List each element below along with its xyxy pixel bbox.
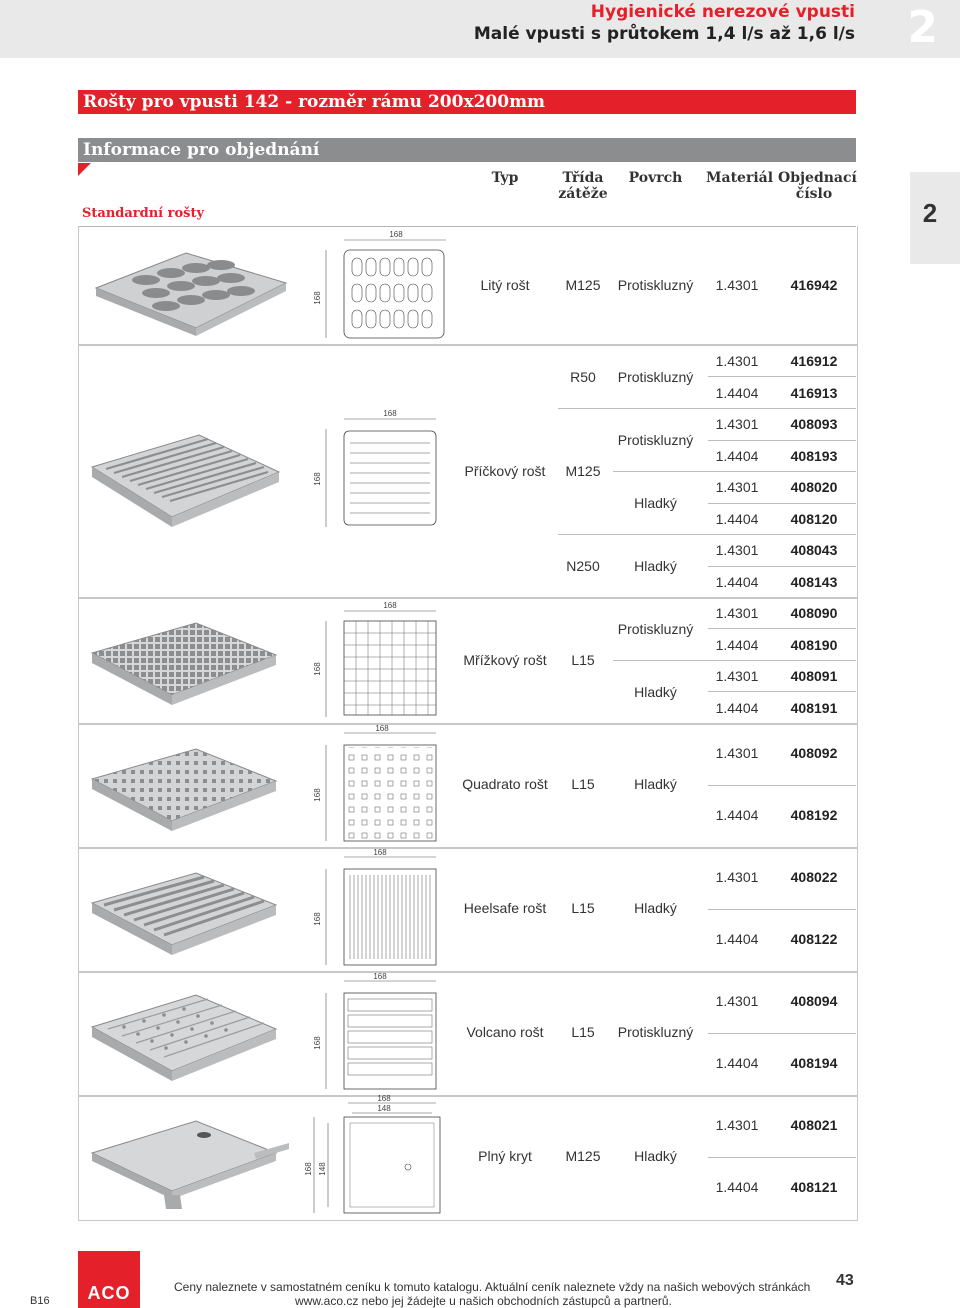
- col-header-povrch: Povrch: [628, 170, 683, 186]
- aco-logo-text: ACO: [87, 1283, 131, 1303]
- quadrato-rost-image: [84, 741, 280, 841]
- corner-triangle-icon: [78, 163, 91, 176]
- cell-povrch: Hladký: [634, 558, 677, 574]
- cell-material: 1.4404: [715, 1055, 759, 1071]
- cell-povrch: Protiskluzný: [617, 621, 694, 637]
- cell-code: 408092: [790, 745, 838, 761]
- cell-code: 416942: [790, 277, 838, 293]
- cell-povrch: Protiskluzný: [617, 432, 694, 448]
- cell-code: 408093: [790, 416, 838, 432]
- cell-material: 1.4301: [715, 668, 759, 684]
- cell-trida: M125: [565, 463, 601, 479]
- cell-code: 408190: [790, 637, 838, 653]
- cell-material: 1.4404: [715, 1179, 759, 1195]
- dim-label: 168: [313, 788, 322, 802]
- col-header-typ: Typ: [491, 170, 519, 186]
- cell-material: 1.4404: [715, 574, 759, 590]
- cell-typ: Plný kryt: [478, 1148, 532, 1164]
- row-lity: [78, 226, 856, 344]
- cell-povrch: Hladký: [634, 1148, 677, 1164]
- cell-code: 408091: [790, 668, 838, 684]
- cell-code: 408043: [790, 542, 838, 558]
- info-bar: Informace pro objednání: [78, 138, 856, 162]
- cell-material: 1.4404: [715, 700, 759, 716]
- cell-typ: Quadrato rošt: [462, 776, 548, 792]
- lity-rost-image: [86, 238, 296, 338]
- cell-material: 1.4301: [715, 1117, 759, 1133]
- plny-kryt-image: [84, 1113, 294, 1217]
- heelsafe-rost-image: [84, 865, 280, 965]
- cell-code: 408021: [790, 1117, 838, 1133]
- cell-trida: L15: [571, 652, 595, 668]
- dim-label: 168: [313, 291, 322, 305]
- cell-code: 416913: [790, 385, 838, 401]
- col-header-trida: Třída zátěže: [558, 170, 608, 202]
- cell-trida: L15: [571, 1024, 595, 1040]
- side-tab-number: 2: [922, 198, 938, 228]
- cell-code: 408121: [790, 1179, 838, 1195]
- cell-typ: Mřížkový rošt: [463, 652, 547, 668]
- cell-material: 1.4404: [715, 931, 759, 947]
- dim-label: 168: [375, 724, 389, 733]
- dim-label: 168: [373, 848, 387, 857]
- cell-code: 408194: [790, 1055, 838, 1071]
- cell-code: 408193: [790, 448, 838, 464]
- side-tab: [910, 172, 960, 264]
- col-header-cislo: Objednací číslo: [778, 170, 857, 202]
- cell-material: 1.4301: [715, 479, 759, 495]
- cell-code: 408143: [790, 574, 838, 590]
- cell-povrch: Hladký: [634, 684, 677, 700]
- row-plny: [78, 1095, 856, 1219]
- section-title: Rošty pro vpusti 142 - rozměr rámu 200x200mm: [78, 90, 856, 114]
- cell-typ: Heelsafe rošt: [463, 900, 547, 916]
- dim-label: 168: [304, 1162, 313, 1176]
- footer-code: B16: [30, 1295, 50, 1307]
- page-number: 43: [836, 1272, 854, 1289]
- cell-typ: Volcano rošt: [466, 1024, 544, 1040]
- standard-label: Standardní rošty: [82, 206, 205, 221]
- cell-povrch: Hladký: [634, 776, 677, 792]
- cell-material: 1.4404: [715, 448, 759, 464]
- cell-code: 408191: [790, 700, 838, 716]
- cell-trida: L15: [571, 776, 595, 792]
- row-volcano: [78, 971, 856, 1095]
- aco-logo: [78, 1251, 140, 1308]
- cell-material: 1.4301: [715, 277, 759, 293]
- cell-trida: R50: [570, 369, 596, 385]
- dim-label: 148: [377, 1104, 391, 1113]
- cell-code: 408192: [790, 807, 838, 823]
- row-heelsafe: [78, 847, 856, 971]
- dim-label: 168: [383, 601, 397, 610]
- cell-material: 1.4301: [715, 416, 759, 432]
- header-title: Hygienické nerezové vpusti: [590, 2, 855, 22]
- footer-text-line1: Ceny naleznete v samostatném ceníku k tomuto katalogu. Aktuální ceník naleznete vždy na našich webových stránkách: [174, 1280, 811, 1294]
- dim-label: 168: [373, 972, 387, 981]
- cell-povrch: Hladký: [634, 900, 677, 916]
- cell-code: 416912: [790, 353, 838, 369]
- header-subtitle: Malé vpusti s průtokem 1,4 l/s až 1,6 l/s: [473, 24, 855, 44]
- dim-label: 168: [313, 472, 322, 486]
- cell-povrch: Hladký: [634, 495, 677, 511]
- cell-material: 1.4301: [715, 993, 759, 1009]
- prickovy-rost-image: [84, 427, 280, 537]
- chapter-number: 2: [907, 2, 938, 53]
- dim-label: 168: [377, 1094, 391, 1103]
- cell-material: 1.4404: [715, 511, 759, 527]
- cell-typ: Litý rošt: [480, 277, 530, 293]
- cell-trida: L15: [571, 900, 595, 916]
- cell-material: 1.4301: [715, 745, 759, 761]
- row-quadrato: [78, 723, 856, 847]
- cell-code: 408090: [790, 605, 838, 621]
- cell-material: 1.4301: [715, 605, 759, 621]
- cell-povrch: Protiskluzný: [617, 277, 694, 293]
- row-prickovy: [78, 345, 856, 597]
- cell-trida: N250: [566, 558, 600, 574]
- col-header-material: Materiál: [706, 170, 774, 186]
- cell-code: 408120: [790, 511, 838, 527]
- cell-code: 408022: [790, 869, 838, 885]
- cell-material: 1.4301: [715, 869, 759, 885]
- cell-material: 1.4404: [715, 385, 759, 401]
- footer-link[interactable]: www.aco.cz nebo jej žádejte u našich obchodních zástupců a partnerů.: [295, 1294, 672, 1308]
- dim-label: 168: [389, 230, 403, 239]
- cell-trida: M125: [565, 277, 601, 293]
- cell-povrch: Protiskluzný: [617, 369, 694, 385]
- dim-label: 168: [383, 409, 397, 418]
- cell-code: 408020: [790, 479, 838, 495]
- dim-label: 168: [313, 1036, 322, 1050]
- dim-label: 168: [313, 912, 322, 926]
- cell-povrch: Protiskluzný: [617, 1024, 694, 1040]
- dim-label: 148: [318, 1162, 327, 1176]
- row-mrizkovy: [78, 597, 856, 723]
- dim-label: 168: [313, 662, 322, 676]
- cell-material: 1.4404: [715, 637, 759, 653]
- mrizkovy-rost-image: [84, 615, 280, 715]
- cell-material: 1.4301: [715, 542, 759, 558]
- cell-code: 408122: [790, 931, 838, 947]
- cell-material: 1.4301: [715, 353, 759, 369]
- cell-typ: Příčkový rošt: [464, 463, 546, 479]
- cell-trida: M125: [565, 1148, 601, 1164]
- cell-code: 408094: [790, 993, 838, 1009]
- cell-material: 1.4404: [715, 807, 759, 823]
- volcano-rost-image: [84, 987, 280, 1091]
